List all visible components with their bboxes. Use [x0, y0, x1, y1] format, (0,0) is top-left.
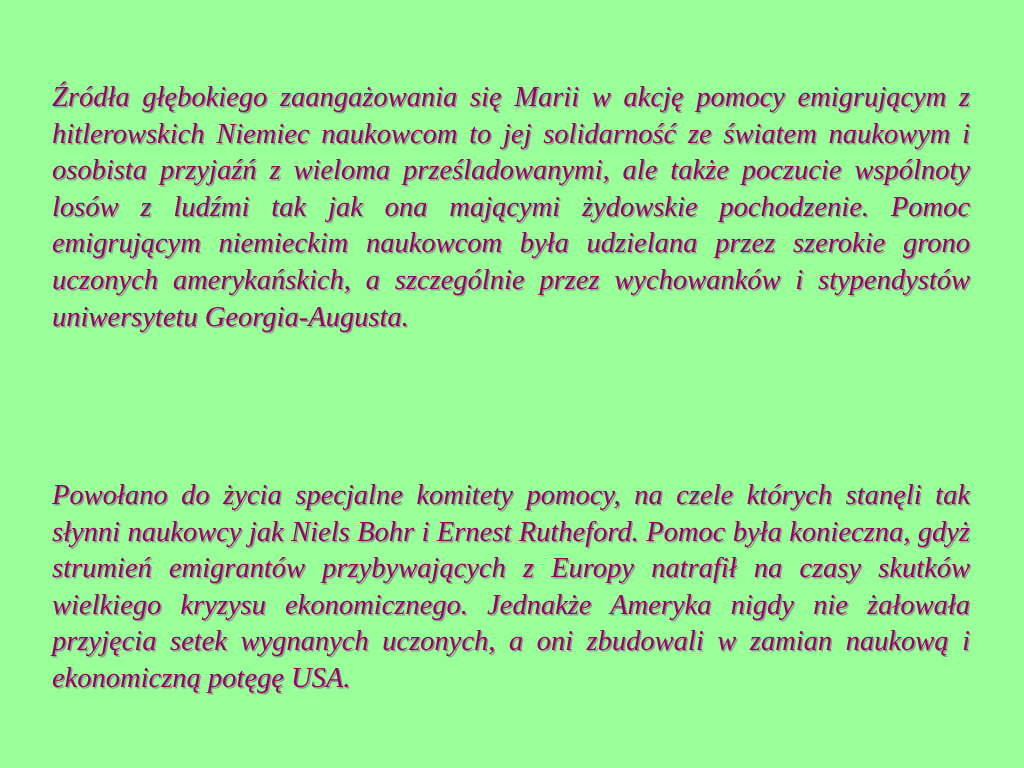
paragraph-committees: Powołano do życia specjalne komitety pomocy, na czele których stanęli tak słynni naukowcy jak Niels Bohr i Ernest Rutheford. Pomoc była konieczna, gdyż strumień emigrantów przybywających z Europy natrafił na czasy skutków wielkiego kryzysu ekonomicznego. Jednakże Ameryka nigdy nie żałowała przyjęcia setek wygnanych uczonych, a oni zbudowali w zamian naukową i ekonomiczną potęgę USA. — [52, 480, 970, 694]
paragraph-motivation: Źródła głębokiego zaangażowania się Marii w akcję pomocy emigrującym z hitlerowskich Niemiec naukowcom to jej solidarność ze światem naukowym i osobista przyjaźń z wieloma prześladowanymi, ale także poczucie wspólnoty losów z ludźmi tak jak ona mającymi żydowskie pochodzenie. Pomoc emigrującym niemieckim naukowcom była udzielana przez szerokie grono uczonych amerykańskich, a szczególnie przez wychowanków i stypendystów uniwersytetu Georgia-Augusta. — [52, 82, 970, 333]
